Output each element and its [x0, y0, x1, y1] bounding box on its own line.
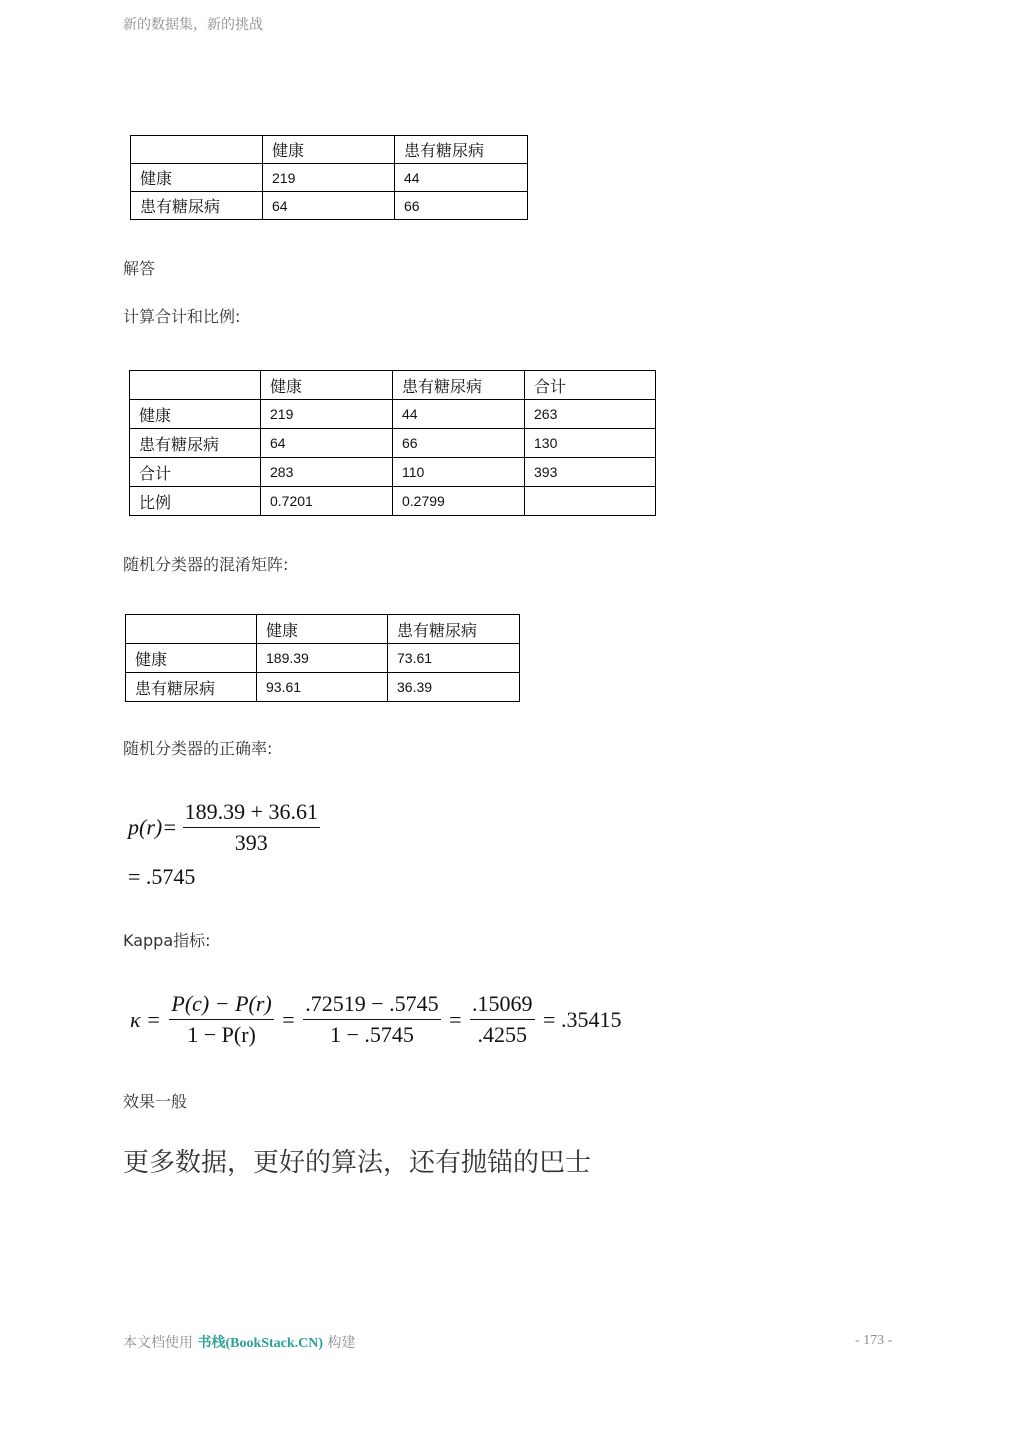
kappa-intro: Kappa指标:: [123, 931, 211, 950]
table-cell: 0.2799: [393, 487, 525, 516]
formula-numerator: .15069: [470, 990, 535, 1020]
formula-fraction: [183, 798, 320, 857]
table-header-row: [126, 615, 520, 644]
table-cell: 393: [525, 458, 656, 487]
table-row-label: 患有糖尿病: [130, 429, 261, 458]
table-header-row: [131, 136, 528, 164]
table-cell: 93.61: [257, 673, 388, 702]
table-row-label: 健康: [130, 400, 261, 429]
formula-numerator: .72519 − .5745: [303, 990, 440, 1020]
table-row: [131, 164, 528, 192]
table-row-label: 比例: [130, 487, 261, 516]
answer-label: 解答: [123, 259, 156, 278]
table-row-label: 合计: [130, 458, 261, 487]
formula-numerator: P(c) − P(r): [169, 990, 273, 1020]
table-cell: 130: [525, 429, 656, 458]
table-header-cell: 患有糖尿病: [393, 371, 525, 400]
formula-equals: =: [282, 1006, 295, 1032]
conclusion-text: 效果一般: [123, 1092, 188, 1111]
table-cell: 189.39: [257, 644, 388, 673]
kappa-formula: [127, 990, 624, 1049]
totals-intro: 计算合计和比例:: [123, 307, 241, 326]
formula-numerator: 189.39 + 36.61: [183, 798, 320, 828]
table-cell: 64: [263, 192, 395, 220]
table-header-cell: 健康: [263, 136, 395, 164]
table-row: [130, 429, 656, 458]
running-header: 新的数据集，新的挑战: [123, 17, 263, 33]
table-cell: [131, 136, 263, 164]
table-cell: 219: [261, 400, 393, 429]
table-row: [130, 400, 656, 429]
footer-suffix: 构建: [323, 1335, 356, 1351]
table-cell: [525, 487, 656, 516]
table-row: [130, 487, 656, 516]
table-header-cell: 健康: [257, 615, 388, 644]
table-header-cell: 合计: [525, 371, 656, 400]
formula-lhs: p(r)=: [128, 814, 178, 840]
formula-fraction: [470, 990, 535, 1049]
table-header-cell: 患有糖尿病: [395, 136, 528, 164]
formula-result: = .35415: [543, 1006, 622, 1032]
table-row: [131, 192, 528, 220]
bookstack-link[interactable]: 书栈(BookStack.CN): [197, 1336, 324, 1351]
table-header-row: [130, 371, 656, 400]
table-row-label: 健康: [126, 644, 257, 673]
table-cell: [126, 615, 257, 644]
table-row: [126, 644, 520, 673]
table-cell: 219: [263, 164, 395, 192]
accuracy-formula: [128, 798, 320, 889]
section-heading: 更多数据，更好的算法，还有抛锚的巴士: [123, 1148, 592, 1178]
formula-fraction: [303, 990, 440, 1049]
table-cell: 66: [395, 192, 528, 220]
formula-denominator: 393: [234, 830, 268, 855]
table-row: [130, 458, 656, 487]
table-header-cell: 健康: [261, 371, 393, 400]
observed-confusion-table: [130, 135, 528, 220]
table-cell: 66: [393, 429, 525, 458]
table-cell: 73.61: [388, 644, 520, 673]
table-row: [126, 673, 520, 702]
table-row-label: 患有糖尿病: [131, 192, 263, 220]
formula-result: = .5745: [128, 864, 196, 889]
page-number: - 173 -: [855, 1333, 893, 1348]
random-accuracy-intro: 随机分类器的正确率:: [123, 739, 273, 758]
table-cell: 44: [395, 164, 528, 192]
table-cell: 64: [261, 429, 393, 458]
table-cell: [130, 371, 261, 400]
table-header-cell: 患有糖尿病: [388, 615, 520, 644]
formula-denominator: 1 − P(r): [187, 1022, 256, 1047]
formula-denominator: .4255: [477, 1022, 528, 1047]
formula-equals: =: [449, 1006, 462, 1032]
footer-credit: [123, 1332, 356, 1352]
formula-denominator: 1 − .5745: [329, 1022, 414, 1047]
formula-lhs: κ =: [130, 1006, 161, 1032]
table-row-label: 患有糖尿病: [126, 673, 257, 702]
table-cell: 0.7201: [261, 487, 393, 516]
footer-prefix: 本文档使用: [123, 1335, 198, 1351]
table-cell: 263: [525, 400, 656, 429]
table-cell: 44: [393, 400, 525, 429]
totals-table: [129, 370, 656, 516]
formula-fraction: [169, 990, 273, 1049]
table-cell: 283: [261, 458, 393, 487]
random-classifier-table: [125, 614, 520, 702]
table-cell: 36.39: [388, 673, 520, 702]
table-row-label: 健康: [131, 164, 263, 192]
table-cell: 110: [393, 458, 525, 487]
random-matrix-intro: 随机分类器的混淆矩阵:: [123, 555, 289, 574]
